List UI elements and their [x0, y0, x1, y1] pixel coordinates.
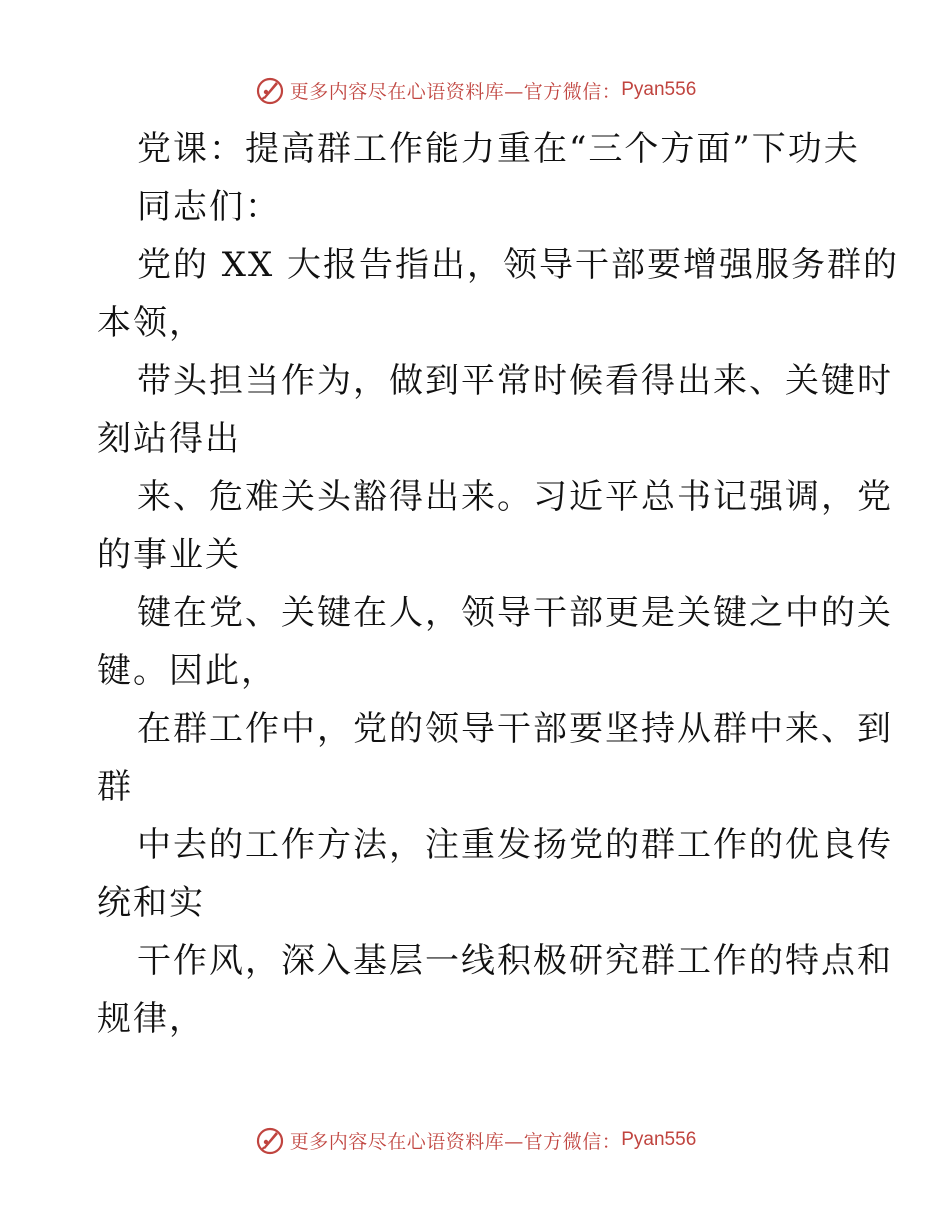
quill-logo-icon	[254, 74, 286, 106]
watermark-wechat-id: Pyan556	[621, 1129, 697, 1150]
paragraph-line: 来、危难关头豁得出来。习近平总书记强调，党	[137, 477, 893, 517]
salutation: 同志们：	[137, 187, 281, 227]
paragraph-line: 在群工作中，党的领导干部要坚持从群中来、到	[137, 709, 893, 749]
paragraph-line: 统和实	[97, 883, 205, 923]
paragraph-line: 键在党、关键在人，领导干部更是关键之中的关	[137, 593, 893, 633]
footer-watermark	[0, 1120, 950, 1160]
document-body	[97, 120, 900, 1048]
paragraph-line: 规律，	[97, 999, 205, 1039]
document-title: 党课：提高群工作能力重在“三个方面”下功夫	[137, 129, 860, 169]
paragraph-line: 刻站得出	[97, 419, 241, 459]
watermark-wechat-id: Pyan556	[621, 79, 697, 100]
paragraph-line: 群	[97, 767, 133, 807]
watermark-text: 更多内容尽在心语资料库—官方微信：	[289, 1130, 622, 1153]
paragraph-line: 的事业关	[97, 535, 241, 575]
paragraph-line: 中去的工作方法，注重发扬党的群工作的优良传	[137, 825, 893, 865]
watermark-text: 更多内容尽在心语资料库—官方微信：	[289, 80, 622, 103]
quill-logo-icon	[254, 1124, 286, 1156]
paragraph-line: 干作风，深入基层一线积极研究群工作的特点和	[137, 941, 893, 981]
header-watermark	[0, 70, 950, 110]
paragraph-line: 本领，	[97, 303, 205, 343]
paragraph-line: 党的 XX 大报告指出，领导干部要增强服务群的	[137, 245, 900, 285]
paragraph-line: 键。因此，	[97, 651, 277, 691]
paragraph-line: 带头担当作为，做到平常时候看得出来、关键时	[137, 361, 893, 401]
